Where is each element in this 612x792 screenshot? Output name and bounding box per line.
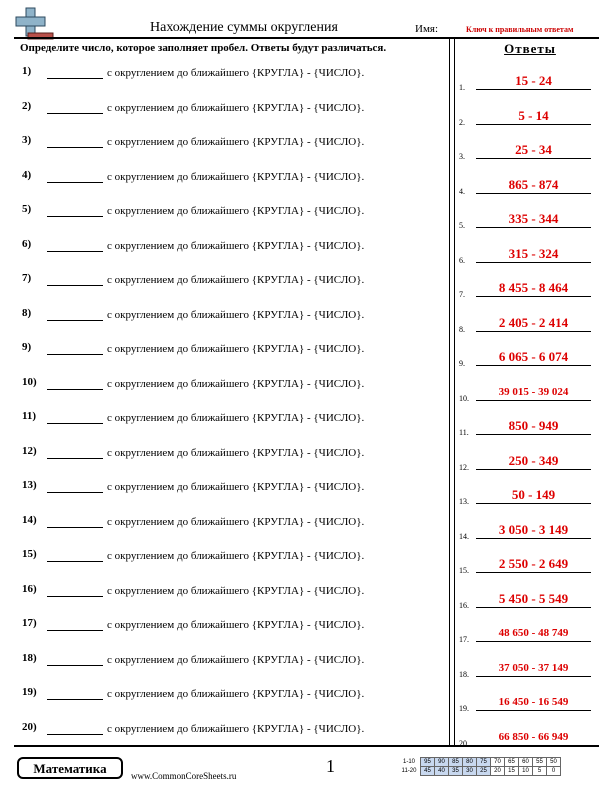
answer-value: 66 850 - 66 949 <box>498 730 569 743</box>
answer-value: 3 050 - 3 149 <box>498 521 569 537</box>
question-number: 9) <box>22 341 32 353</box>
question-text: с округлением до ближайшего {КРУГЛА} - {ЧИСЛО}. <box>107 412 365 424</box>
answer-line <box>476 89 591 90</box>
question-number: 14) <box>22 513 37 526</box>
answer-line <box>476 262 591 263</box>
score-cell: 70 <box>491 758 505 767</box>
question-text: с округлением до ближайшего {КРУГЛА} - {ЧИСЛО}. <box>107 101 365 114</box>
answer-line <box>476 296 591 297</box>
answer-line <box>476 538 591 539</box>
answer-number: 10. <box>459 393 469 403</box>
score-table <box>398 757 561 776</box>
answer-line <box>476 710 591 711</box>
score-cell: 75 <box>477 758 491 767</box>
question-number: 12) <box>22 444 37 457</box>
answer-line <box>476 365 591 366</box>
question-number: 15) <box>22 548 37 560</box>
answer-line <box>476 331 591 332</box>
answer-blank[interactable] <box>47 101 103 114</box>
answer-blank[interactable] <box>47 170 103 183</box>
score-row-label: 11-20 <box>401 768 417 774</box>
question-number: 13) <box>22 479 37 491</box>
column-divider <box>449 37 455 746</box>
answer-line <box>476 503 591 504</box>
answer-value: 48 650 - 48 749 <box>498 627 569 639</box>
answer-number: 8. <box>459 324 465 334</box>
question-number: 10) <box>22 375 37 388</box>
question-text: с округлением до ближайшего {КРУГЛА} - {ЧИСЛО}. <box>107 688 365 700</box>
answer-line <box>476 572 591 573</box>
answer-number: 2. <box>459 117 465 127</box>
question-text: с округлением до ближайшего {КРУГЛА} - {ЧИСЛО}. <box>107 239 365 252</box>
question-text: с округлением до ближайшего {КРУГЛА} - {ЧИСЛО}. <box>107 274 365 286</box>
score-cell: 60 <box>519 758 533 767</box>
answer-number: 7. <box>459 290 465 299</box>
answer-blank[interactable] <box>47 308 103 321</box>
question-number: 6) <box>22 237 32 250</box>
score-cell: 35 <box>449 767 463 776</box>
question-number: 11) <box>22 410 37 422</box>
score-cell: 90 <box>435 758 449 767</box>
answer-number: 16. <box>459 600 469 610</box>
page-number: 1 <box>326 756 335 776</box>
question-number: 5) <box>22 203 32 215</box>
answer-number: 14. <box>459 531 469 541</box>
question-text: с округлением до ближайшего {КРУГЛА} - {ЧИСЛО}. <box>107 446 365 459</box>
question-number: 8) <box>22 306 32 319</box>
answer-value: 2 550 - 2 649 <box>498 556 569 571</box>
question-text: с округлением до ближайшего {КРУГЛА} - {ЧИСЛО}. <box>107 481 365 493</box>
answer-value: 6 065 - 6 074 <box>498 349 569 364</box>
answer-number: 19. <box>459 704 469 713</box>
question-number: 4) <box>22 168 32 181</box>
answer-line <box>476 434 591 435</box>
answer-number: 5. <box>459 221 465 230</box>
answer-line <box>476 193 591 194</box>
score-row-label: 1-10 <box>402 759 415 765</box>
answer-number: 6. <box>459 255 465 265</box>
question-number: 19) <box>22 686 37 698</box>
question-text: с округлением до ближайшего {КРУГЛА} - {ЧИСЛО}. <box>107 619 365 631</box>
answer-line <box>476 607 591 608</box>
answer-number: 15. <box>459 566 469 575</box>
answer-line <box>476 676 591 677</box>
question-text: с округлением до ближайшего {КРУГЛА} - {ЧИСЛО}. <box>107 515 365 528</box>
answer-blank[interactable] <box>47 342 103 355</box>
question-text: с округлением до ближайшего {КРУГЛА} - {ЧИСЛО}. <box>107 170 365 183</box>
score-cell: 30 <box>463 767 477 776</box>
score-cell: 65 <box>505 758 519 767</box>
answer-number: 17. <box>459 635 469 644</box>
question-text: с округлением до ближайшего {КРУГЛА} - {ЧИСЛО}. <box>107 550 365 562</box>
question-text: с округлением до ближайшего {КРУГЛА} - {ЧИСЛО}. <box>107 584 365 597</box>
answer-value: 25 - 34 <box>515 142 552 157</box>
answer-blank[interactable] <box>47 135 103 148</box>
answer-number: 20. <box>459 738 469 748</box>
score-cell: 45 <box>421 767 435 776</box>
question-number: 1) <box>22 65 32 77</box>
question-text: с округлением до ближайшего {КРУГЛА} - {ЧИСЛО}. <box>107 205 365 217</box>
answer-value: 5 450 - 5 549 <box>498 590 569 606</box>
answer-line <box>476 227 591 228</box>
answer-value: 15 - 24 <box>515 73 552 88</box>
answer-blank[interactable] <box>47 446 103 459</box>
answer-number: 12. <box>459 462 469 472</box>
name-label: Имя: <box>415 23 439 35</box>
score-cell: 50 <box>547 758 561 767</box>
answer-number: 4. <box>459 186 465 196</box>
answer-number: 13. <box>459 497 469 506</box>
answer-line <box>476 469 591 470</box>
answers-header: Ответы <box>504 41 556 56</box>
answer-number: 18. <box>459 669 469 679</box>
question-number: 18) <box>22 651 37 664</box>
score-cell: 40 <box>435 767 449 776</box>
score-cell: 85 <box>449 758 463 767</box>
answer-value: 50 - 149 <box>511 487 556 502</box>
plus-minus-logo-icon <box>15 6 55 40</box>
answer-number: 9. <box>459 359 465 368</box>
answer-line <box>476 158 591 159</box>
question-number: 7) <box>22 272 32 284</box>
answer-blank[interactable] <box>47 584 103 597</box>
question-number: 20) <box>22 720 37 733</box>
answer-value: 37 050 - 37 149 <box>498 661 569 674</box>
answer-blank[interactable] <box>47 204 103 217</box>
answer-key-label: Ключ к правильным ответам <box>466 25 574 34</box>
question-number: 3) <box>22 134 32 146</box>
answer-blank[interactable] <box>47 722 103 735</box>
question-number: 16) <box>22 582 37 595</box>
score-cell: 10 <box>519 767 533 776</box>
answer-value: 335 - 344 <box>508 211 559 226</box>
answer-blank[interactable] <box>47 515 103 528</box>
answer-blank[interactable] <box>47 653 103 666</box>
score-row <box>398 767 561 776</box>
question-text: с округлением до ближайшего {КРУГЛА} - {ЧИСЛО}. <box>107 377 365 390</box>
answer-value: 850 - 949 <box>508 418 559 433</box>
answer-blank[interactable] <box>47 273 103 286</box>
answer-blank[interactable] <box>47 618 103 631</box>
instructions: Определите число, которое заполняет пробел. Ответы будут различаться. <box>20 42 387 54</box>
score-cell: 20 <box>491 767 505 776</box>
answer-line <box>476 641 591 642</box>
score-cell: 5 <box>533 767 547 776</box>
brand-badge <box>17 757 123 779</box>
answer-line <box>476 124 591 125</box>
answer-value: 865 - 874 <box>508 176 559 192</box>
answer-value: 250 - 349 <box>508 452 559 468</box>
answer-number: 3. <box>459 152 465 161</box>
answer-number: 11. <box>459 428 469 437</box>
answer-value: 39 015 - 39 024 <box>498 385 569 398</box>
answer-value: 5 - 14 <box>518 107 549 123</box>
question-text: с округлением до ближайшего {КРУГЛА} - {ЧИСЛО}. <box>107 653 365 666</box>
answer-line <box>476 745 591 746</box>
score-cell: 55 <box>533 758 547 767</box>
score-cell: 25 <box>477 767 491 776</box>
question-number: 2) <box>22 99 32 112</box>
score-cell: 0 <box>547 767 561 776</box>
question-text: с округлением до ближайшего {КРУГЛА} - {ЧИСЛО}. <box>107 343 365 355</box>
question-text: с округлением до ближайшего {КРУГЛА} - {ЧИСЛО}. <box>107 308 365 321</box>
answer-blank[interactable] <box>47 66 103 79</box>
site-url: www.CommonCoreSheets.ru <box>131 771 237 781</box>
answer-blank[interactable] <box>47 239 103 252</box>
answer-number: 1. <box>459 83 465 92</box>
answer-value: 16 450 - 16 549 <box>498 696 569 708</box>
question-number: 17) <box>22 617 37 629</box>
score-row <box>398 758 561 767</box>
answer-value: 315 - 324 <box>508 245 559 261</box>
question-text: с округлением до ближайшего {КРУГЛА} - {ЧИСЛО}. <box>107 722 365 735</box>
answer-blank[interactable] <box>47 687 103 700</box>
answer-blank[interactable] <box>47 549 103 562</box>
answer-value: 2 405 - 2 414 <box>498 314 569 330</box>
page-title: Нахождение суммы округления <box>150 20 338 35</box>
top-rule <box>14 37 599 39</box>
answer-blank[interactable] <box>47 411 103 424</box>
score-cell: 80 <box>463 758 477 767</box>
answer-blank[interactable] <box>47 377 103 390</box>
brand-label: Математика <box>33 761 107 776</box>
question-text: с округлением до ближайшего {КРУГЛА} - {ЧИСЛО}. <box>107 67 365 79</box>
question-text: с округлением до ближайшего {КРУГЛА} - {ЧИСЛО}. <box>107 136 365 148</box>
score-cell: 15 <box>505 767 519 776</box>
answer-line <box>476 400 591 401</box>
answer-value: 8 455 - 8 464 <box>498 280 569 295</box>
score-cell: 95 <box>421 758 435 767</box>
answer-blank[interactable] <box>47 480 103 493</box>
